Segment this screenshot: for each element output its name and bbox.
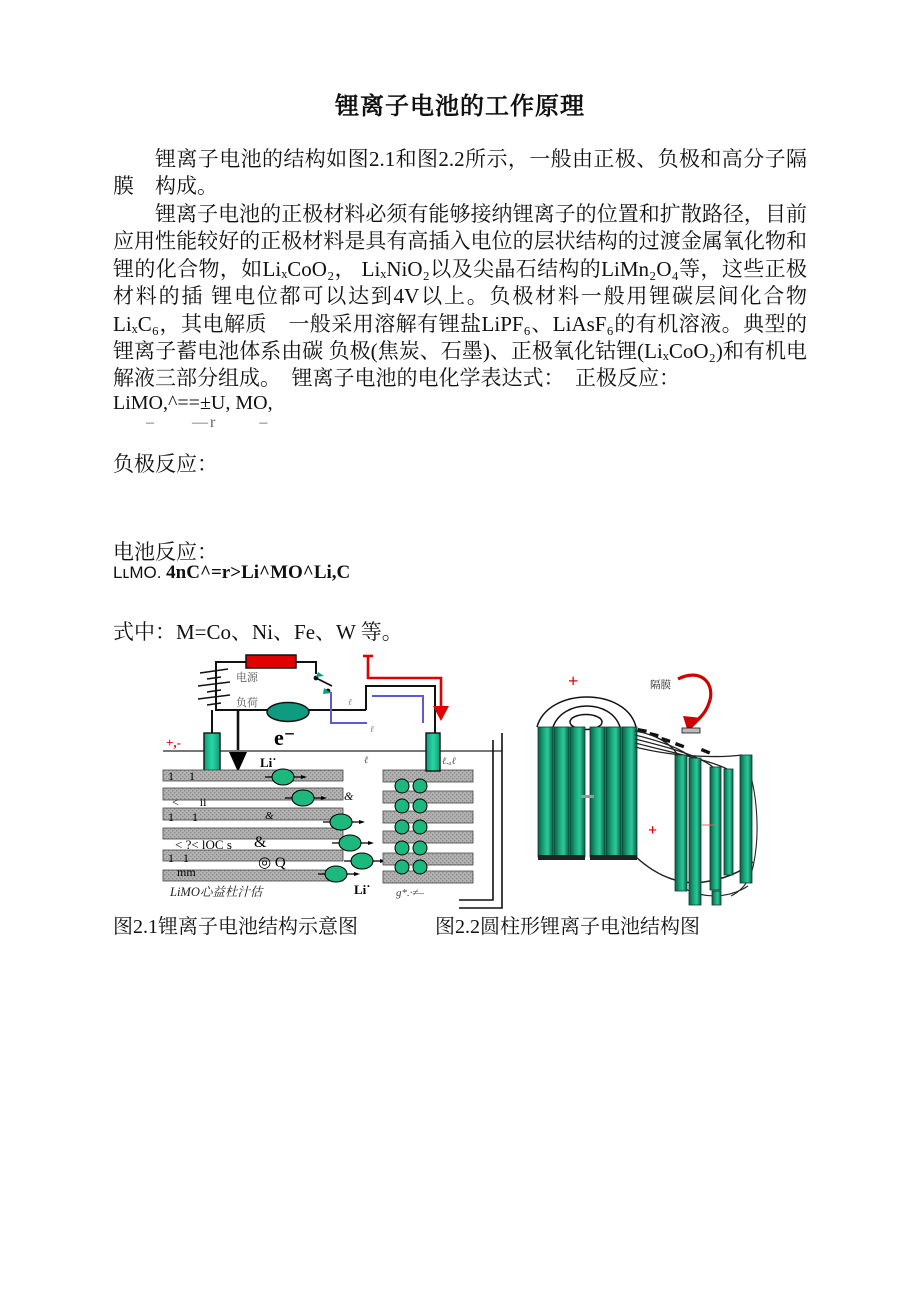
roll-center-tick: [581, 795, 594, 798]
li-ion-label-top: Li˙: [260, 755, 277, 770]
positive-terminal-label: +: [568, 671, 579, 691]
mm-label: mm: [177, 865, 196, 879]
battery-top-cap: [537, 697, 636, 730]
power-source-label: 电源: [236, 672, 258, 684]
separator-tip: [682, 728, 700, 733]
roll-base-right: [590, 855, 637, 860]
q-symbol: ◎ Q: [258, 855, 286, 871]
caption-fig22: 图2.2圆柱形锂离子电池结构图: [435, 916, 700, 938]
roll-base-left: [538, 855, 585, 860]
terminal-polarity-label: +,-: [166, 735, 181, 750]
battery-reaction-label: 电池反应：: [113, 540, 218, 564]
electron-arrowhead: [229, 752, 247, 772]
limo-caption: LiMO心益杜汁估: [170, 885, 263, 899]
ampersand-big: &: [254, 834, 267, 851]
right-electrode: [426, 733, 440, 771]
caption-fig21: 图2.1锂离子电池结构示意图: [113, 916, 358, 938]
switch-symbol: [314, 672, 332, 694]
battery-reaction-formula: [113, 562, 350, 584]
wire-script-1: ℓ: [348, 697, 352, 707]
figure-2-2-cylindrical-battery: [532, 655, 824, 907]
li-ion-label-bottom: Li˙: [354, 882, 371, 897]
cathode-reaction-formula: LiMO,^==±U, MO,: [113, 392, 273, 414]
anode-reaction-label: 负极反应：: [113, 452, 218, 476]
script-top: ℓ.ₐℓ: [442, 756, 456, 767]
ampersand-mid: &: [344, 789, 354, 803]
minus-mid-label: —: [702, 817, 716, 832]
script-bottom: g*.·≠–: [396, 887, 425, 899]
unrolled-layer-curves: [635, 731, 742, 769]
plus-mid-label: +: [648, 822, 658, 839]
layer-text-1: 1 1: [168, 769, 195, 783]
layer-text-4: < ?< lOC s: [175, 837, 232, 852]
anode-layer-stack: [383, 770, 473, 883]
load-label: 负荷: [236, 697, 258, 709]
left-electrode: [204, 733, 220, 773]
battery-formula-prefix: LʟMO.: [113, 563, 167, 582]
layer-text-3: 1 1: [168, 810, 198, 824]
layer-text-5: 1 1: [168, 851, 189, 865]
battery-formula-main: 4nC^=r>Li^MO^Li,C: [166, 562, 351, 583]
wire-script-2: ℓ: [370, 724, 374, 734]
inner-wire: [331, 692, 423, 723]
figure-2-1-battery-schematic: [148, 650, 523, 916]
formula-legend: 式中：M=Co、Ni、Fe、W 等。: [113, 620, 403, 644]
paragraph-2: 锂离子电池的正极材料必须有能够接纳锂离子的位置和扩散路径，目前应用性能较好的正极材料是具有高插入电位的层状结构的过渡金属氧化物和锂的化合物，如LiₓCoO₂， LiₓNiO₂以及尖晶石结构的LiMn₂O₄等，这些正极材料的插 锂电位都可以达到4V以上。负极材料一般用锂碳层间化合物LiₓC₆，其电解质 一般采用溶解有锂盐LiPF₆、LiAsF₆的有机溶液。典型的锂离子蓄电池体系由碳 负极(焦炭、石墨)、正极氧化钴锂(LiₓCoO₂)和有机电解液三部分组成。 锂离子电池的电化学表达式： 正极反应：: [113, 202, 807, 391]
resistor-symbol: [246, 655, 296, 668]
electrode-roll-block: [538, 727, 637, 857]
paragraph-1: 锂离子电池的结构如图2.1和图2.2所示，一般由正极、负极和高分子隔膜 构成。: [113, 147, 807, 199]
separator-arrow: [678, 675, 711, 722]
script-l: ℓ: [364, 755, 369, 766]
load-symbol: [267, 703, 309, 722]
ampersand-small: &: [265, 810, 274, 822]
battery-symbol: [198, 669, 230, 705]
layer-text-2: < ii: [172, 795, 207, 809]
cathode-reaction-subscripts: – —r –: [146, 414, 270, 431]
separator-label: 隔膜: [650, 680, 671, 691]
page-title: 锂离子电池的工作原理: [335, 94, 585, 120]
positive-wire: [363, 656, 441, 706]
electron-label: e⁻: [274, 725, 296, 750]
